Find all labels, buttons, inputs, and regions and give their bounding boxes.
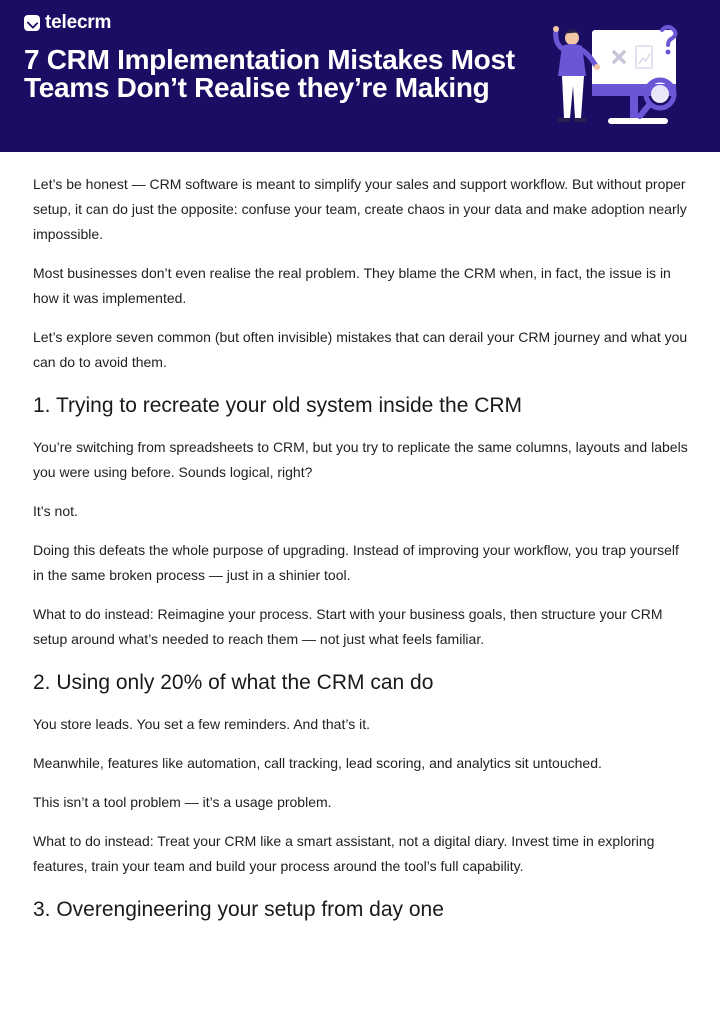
- brand-logo[interactable]: [24, 12, 111, 34]
- section-paragraph: What to do instead: Treat your CRM like a smart assistant, not a digital diary. Invest time in exploring features, train your team and build your process around the tool’s full capability.: [33, 833, 655, 874]
- section-heading: 2. Using only 20% of what the CRM can do: [33, 671, 434, 694]
- section-paragraph: What to do instead: Reimagine your process. Start with your business goals, then structure your CRM setup around what’s needed to reach them — not just what feels familiar.: [33, 606, 663, 647]
- section-paragraph: This isn’t a tool problem — it’s a usage problem.: [33, 794, 332, 810]
- logo-icon: [24, 15, 40, 31]
- article-body: [33, 172, 689, 939]
- page-title: 7 CRM Implementation Mistakes Most Teams Don’t Realise they’re Making: [24, 44, 515, 103]
- section-paragraph: Doing this defeats the whole purpose of upgrading. Instead of improving your workflow, you trap yourself in the same broken process — just in a shinier tool.: [33, 542, 679, 583]
- section-paragraph: Meanwhile, features like automation, call tracking, lead scoring, and analytics sit untouched.: [33, 755, 602, 771]
- section-heading: 3. Overengineering your setup from day one: [33, 898, 444, 921]
- section-heading: 1. Trying to recreate your old system inside the CRM: [33, 394, 523, 417]
- intro-paragraph: Let’s be honest — CRM software is meant to simplify your sales and support workflow. But without proper setup, it can do just the opposite: confuse your team, create chaos in your data and make adoption nearly impossible.: [33, 176, 687, 242]
- intro-paragraph: Let’s explore seven common (but often invisible) mistakes that can derail your CRM journey and what you can do to avoid them.: [33, 329, 688, 370]
- section-paragraph: It’s not.: [33, 503, 78, 519]
- header-banner: [0, 0, 720, 152]
- confused-person-illustration: [548, 22, 688, 134]
- intro-paragraph: Most businesses don’t even realise the real problem. They blame the CRM when, in fact, the issue is in how it was implemented.: [33, 265, 671, 306]
- brand-name: telecrm: [45, 12, 112, 33]
- section-paragraph: You’re switching from spreadsheets to CRM, but you try to replicate the same columns, layouts and labels you were using before. Sounds logical, right?: [33, 439, 688, 480]
- section-paragraph: You store leads. You set a few reminders. And that’s it.: [33, 716, 370, 732]
